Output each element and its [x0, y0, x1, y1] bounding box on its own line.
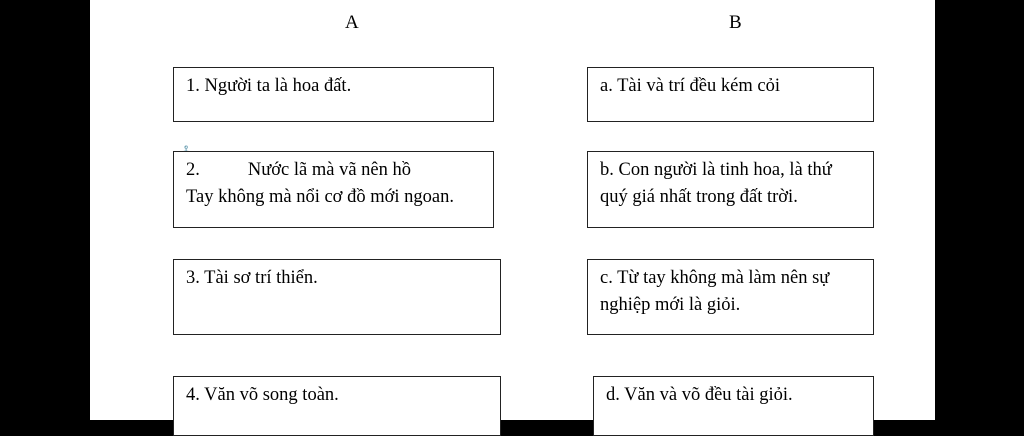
column-a-item-2-line-2: Tay không mà nổi cơ đồ mới ngoan.: [186, 187, 454, 207]
column-a-item-2: [173, 151, 494, 228]
column-a-item-4-text: 4. Văn võ song toàn.: [186, 385, 339, 405]
column-b-item-a: [587, 67, 874, 122]
column-a-item-4: [173, 376, 501, 436]
column-b-item-a-text: a. Tài và trí đều kém cỏi: [600, 76, 780, 96]
column-a-item-3: [173, 259, 501, 335]
column-a-item-2-line-1: [186, 157, 483, 184]
column-b-item-b: [587, 151, 874, 228]
column-b-item-d-text: d. Văn và võ đều tài giỏi.: [606, 385, 793, 405]
column-a-item-1: [173, 67, 494, 122]
column-a-item-3-text: 3. Tài sơ trí thiển.: [186, 268, 318, 288]
column-b-item-c-line-2: nghiệp mới là giỏi.: [600, 295, 741, 315]
column-a-item-2-line-1-text: Nước lã mà vã nên hồ: [247, 160, 412, 180]
column-a-item-1-text: 1. Người ta là hoa đất.: [186, 76, 352, 96]
column-b-item-b-line-1: b. Con người là tinh hoa, là thứ: [600, 160, 832, 180]
column-b-item-c: [587, 259, 874, 335]
column-b-item-d: [593, 376, 874, 436]
column-a-item-2-number: 2.: [186, 160, 200, 180]
column-b-header: B: [729, 12, 742, 33]
column-b-item-b-line-2: quý giá nhất trong đất trời.: [600, 187, 798, 207]
column-a-header: A: [345, 12, 359, 33]
column-b-item-c-line-1: c. Từ tay không mà làm nên sự: [600, 268, 830, 288]
